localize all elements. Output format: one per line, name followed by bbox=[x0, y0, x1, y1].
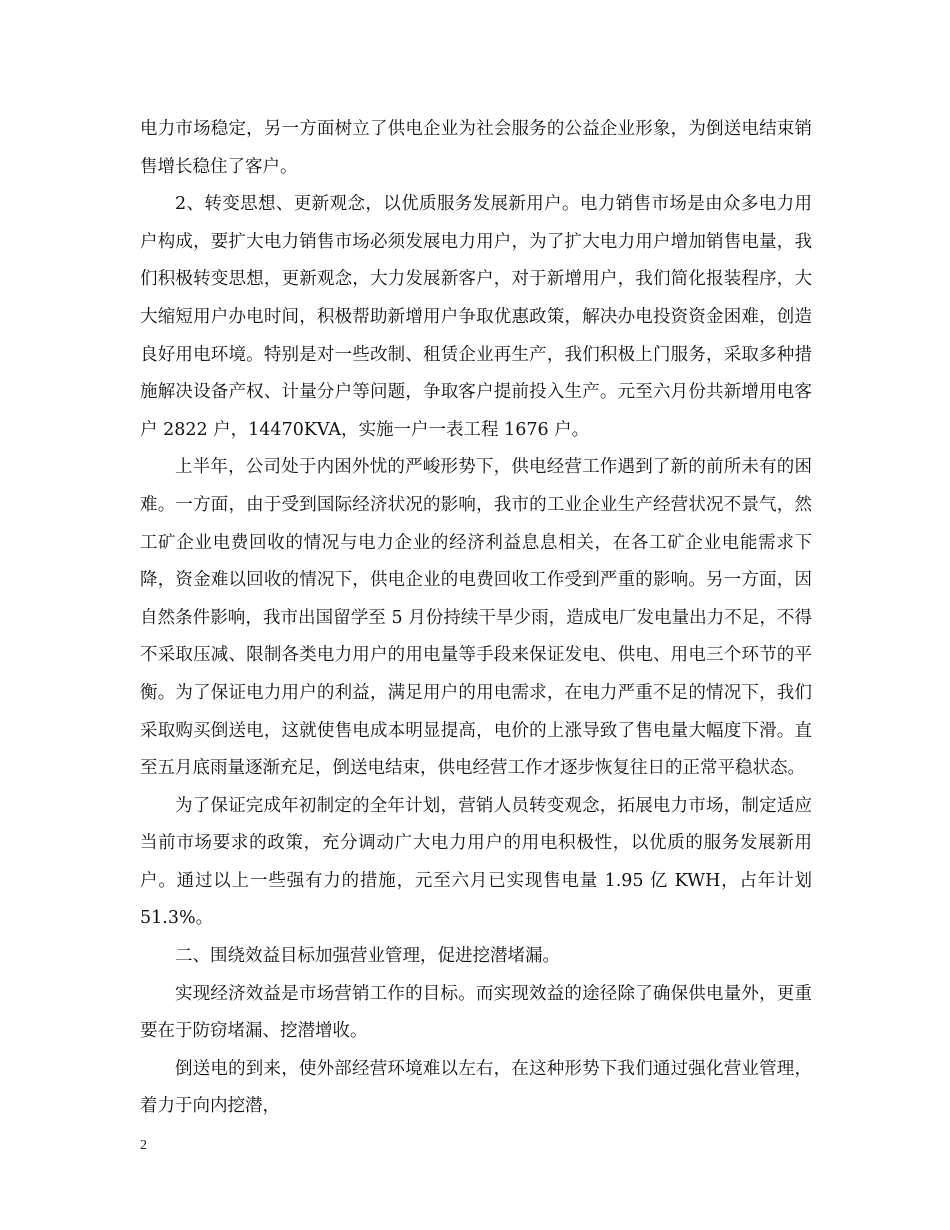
paragraph-new-users: 2、转变思想、更新观念，以优质服务发展新用户。电力销售市场是由众多电力用户构成，要扩大电力销售市场必须发展电力用户，为了扩大电力用户增加销售电量，我们积极转变思想，更新观念，大力发展新客户，对于新增用户，我们简化报装程序，大大缩短用户办电时间，积极帮助新增用户争取优惠政策，解决办电投资资金困难，创造良好用电环境。特别是对一些改制、租赁企业再生产，我们积极上门服务，采取多种措施解决设备产权、计量分户等问题，争取客户提前投入生产。元至六月份共新增用电客户 2822 户，14470KVA，实施一户一表工程 1676 户。 bbox=[140, 194, 812, 440]
section-heading: 二、围绕效益目标加强营业管理，促进挖潜堵漏。 bbox=[175, 946, 560, 967]
document-body bbox=[140, 111, 812, 1126]
paragraph-reverse-power: 倒送电的到来，使外部经营环境难以左右，在这种形势下我们通过强化营业管理，着力于向内挖潜， bbox=[140, 1058, 812, 1117]
paragraph-economic-benefit: 实现经济效益是市场营销工作的目标。而实现效益的途径除了确保供电量外，更重要在于防窃堵漏、挖潜增收。 bbox=[140, 983, 812, 1042]
paragraph-annual-plan: 为了保证完成年初制定的全年计划，营销人员转变观念，拓展电力市场，制定适应当前市场要求的政策，充分调动广大电力用户的用电积极性，以优质的服务发展新用户。通过以上一些强有力的措施，元至六月已实现售电量 1.95 亿 KWH，占年计划 51.3%。 bbox=[140, 795, 812, 929]
page-number: 2 bbox=[140, 1138, 147, 1153]
paragraph-continuation: 电力市场稳定，另一方面树立了供电企业为社会服务的公益企业形象，为倒送电结束销售增长稳住了客户。 bbox=[140, 119, 812, 177]
paragraph-first-half-situation: 上半年，公司处于内困外忧的严峻形势下，供电经营工作遇到了新的前所未有的困难。一方面，由于受到国际经济状况的影响，我市的工业企业生产经营状况不景气，然工矿企业电费回收的情况与电力企业的经济利益息息相关，在各工矿企业电能需求下降，资金难以回收的情况下，供电企业的电费回收工作受到严重的影响。另一方面，因自然条件影响，我市出国留学至 5 月份持续干旱少雨，造成电厂发电量出力不足，不得不采取压减、限制各类电力用户的用电量等手段来保证发电、供电、用电三个环节的平衡。为了保证电力用户的利益，满足用户的用电需求，在电力严重不足的情况下，我们采取购买倒送电，这就使售电成本明显提高，电价的上涨导致了售电量大幅度下滑。直至五月底雨量逐渐充足，倒送电结束，供电经营工作才逐步恢复往日的正常平稳状态。 bbox=[140, 457, 812, 779]
